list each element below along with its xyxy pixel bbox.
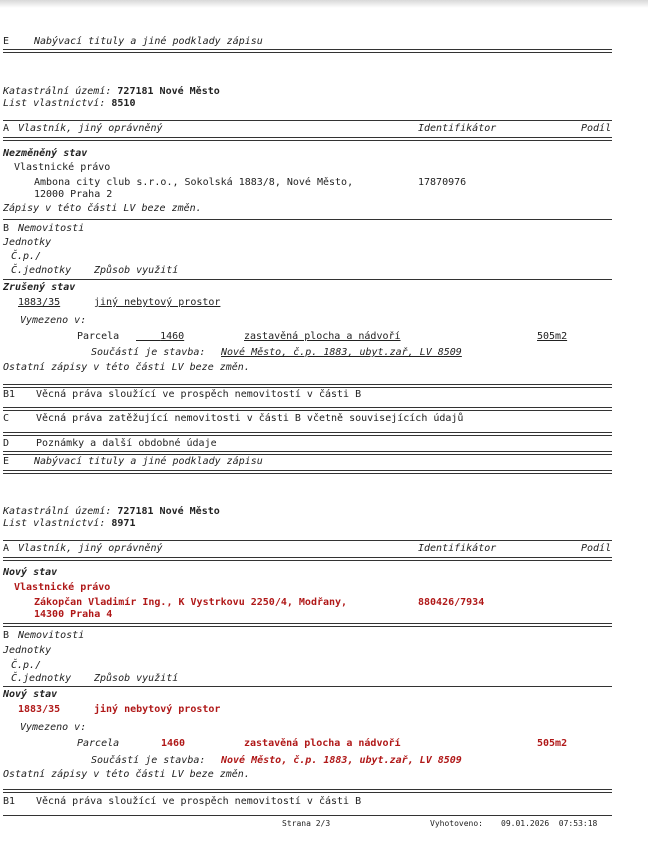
section-b-label: Nemovitosti [18,223,85,234]
state-label: Nový stav [3,567,58,578]
column-cj: Č.jednotky [11,265,72,276]
ku-value: 727181 Nové Město [117,506,220,517]
unit-number: 1883/35 [18,704,61,715]
owner-id: 880426/7934 [418,597,485,608]
lv-value: 8510 [111,98,136,109]
divider [3,557,612,561]
lv-line [3,98,135,110]
divider [3,49,612,53]
lv-line [3,518,135,530]
top-edge [0,0,648,8]
section-e-label: Nabývací tituly a jiné podklady zápisu [34,36,263,47]
owner-id: 17870976 [418,177,467,188]
owner-line-2: 14300 Praha 4 [34,609,113,620]
unit-number: 1883/35 [18,297,61,308]
parcela-number: 1460 [161,738,186,749]
parcela-type: zastavěná plocha a nádvoří [244,331,401,342]
parcela-label: Parcela [77,738,120,749]
section-e-label: Nabývací tituly a jiné podklady zápisu [34,456,263,467]
column-podil: Podíl [581,123,612,134]
created-label: Vyhotoveno: [430,819,483,828]
owner-line-1: Zákopčan Vladimír Ing., K Vystrkovu 2250/4, Modřany, [34,597,348,608]
column-cj: Č.jednotky [11,673,72,684]
parcela-number: 1460 [160,331,185,342]
soucast-value: Nové Město, č.p. 1883, ubyt.zař, LV 8509 [221,755,462,766]
soucast-value: Nové Město, č.p. 1883, ubyt.zař, LV 8509 [221,347,462,358]
column-cp: Č.p./ [11,660,42,671]
jednotky-label: Jednotky [3,237,52,248]
section-b-code: B [3,223,10,234]
section-b1-label: Věcná práva sloužící ve prospěch nemovitostí v části B [36,389,362,400]
column-zpusob: Způsob využití [94,673,179,684]
section-note: Ostatní zápisy v této části LV beze změn. [3,362,250,373]
lv-value: 8971 [111,518,136,529]
section-b1-code: B1 [3,389,16,400]
right-type: Vlastnické právo [14,162,111,173]
column-identifikator: Identifikátor [418,543,497,554]
unit-use: jiný nebytový prostor [94,704,221,715]
section-b-code: B [3,630,10,641]
section-e-code: E [3,36,10,47]
column-cp: Č.p./ [11,251,42,262]
divider [3,384,612,388]
section-c-label: Věcná práva zatěžující nemovitosti v části B včetně souvisejících údajů [36,413,464,424]
divider [3,407,612,411]
divider [3,219,612,220]
section-note: Zápisy v této části LV beze změn. [3,203,202,214]
column-podil: Podíl [581,543,612,554]
divider [3,432,612,436]
state-label: Zrušený stav [3,282,76,293]
section-a-label: Vlastník, jiný oprávněný [18,543,163,554]
parcela-area: 505m2 [537,738,568,749]
section-note: Ostatní zápisy v této části LV beze změn. [3,769,250,780]
divider [3,470,612,474]
owner-line-1: Ambona city club s.r.o., Sokolská 1883/8, Nové Město, [34,177,354,188]
ku-line [3,86,220,98]
ku-label: Katastrální území: [3,506,112,517]
divider [3,623,612,627]
divider [3,279,612,280]
soucast-label: Součástí je stavba: [91,347,206,358]
ku-line [3,506,220,518]
lv-label: List vlastnictví: [3,518,106,529]
column-identifikator: Identifikátor [418,123,497,134]
section-c-code: C [3,413,10,424]
section-a-label: Vlastník, jiný oprávněný [18,123,163,134]
divider [3,540,612,541]
unit-use: jiný nebytový prostor [94,297,221,308]
owner-line-2: 12000 Praha 2 [34,189,113,200]
divider [3,686,612,687]
section-b1-label: Věcná práva sloužící ve prospěch nemovitostí v části B [36,796,362,807]
divider [3,137,612,141]
parcela-label: Parcela [77,331,120,342]
soucast-label: Součástí je stavba: [91,755,206,766]
vymezeno-label: Vymezeno v: [20,722,87,733]
section-b-label: Nemovitosti [18,630,85,641]
parcela-area: 505m2 [537,331,568,342]
divider [3,451,612,455]
section-d-label: Poznámky a další obdobné údaje [36,438,217,449]
lv-label: List vlastnictví: [3,98,106,109]
section-a-code: A [3,123,10,134]
section-e-code: E [3,456,10,467]
page-number: Strana 2/3 [282,819,331,828]
footer-divider [3,815,612,816]
created-value: 09.01.2026 07:53:18 [501,819,598,828]
section-a-code: A [3,543,10,554]
section-b1-code: B1 [3,796,16,807]
ku-label: Katastrální území: [3,86,112,97]
jednotky-label: Jednotky [3,645,52,656]
ku-value: 727181 Nové Město [117,86,220,97]
column-zpusob: Způsob využití [94,265,179,276]
divider [3,789,612,793]
section-d-code: D [3,438,10,449]
vymezeno-label: Vymezeno v: [20,315,87,326]
parcela-type: zastavěná plocha a nádvoří [244,738,401,749]
state-label: Nezměněný stav [3,148,88,159]
divider [3,120,612,121]
state-label: Nový stav [3,689,58,700]
right-type: Vlastnické právo [14,582,111,593]
